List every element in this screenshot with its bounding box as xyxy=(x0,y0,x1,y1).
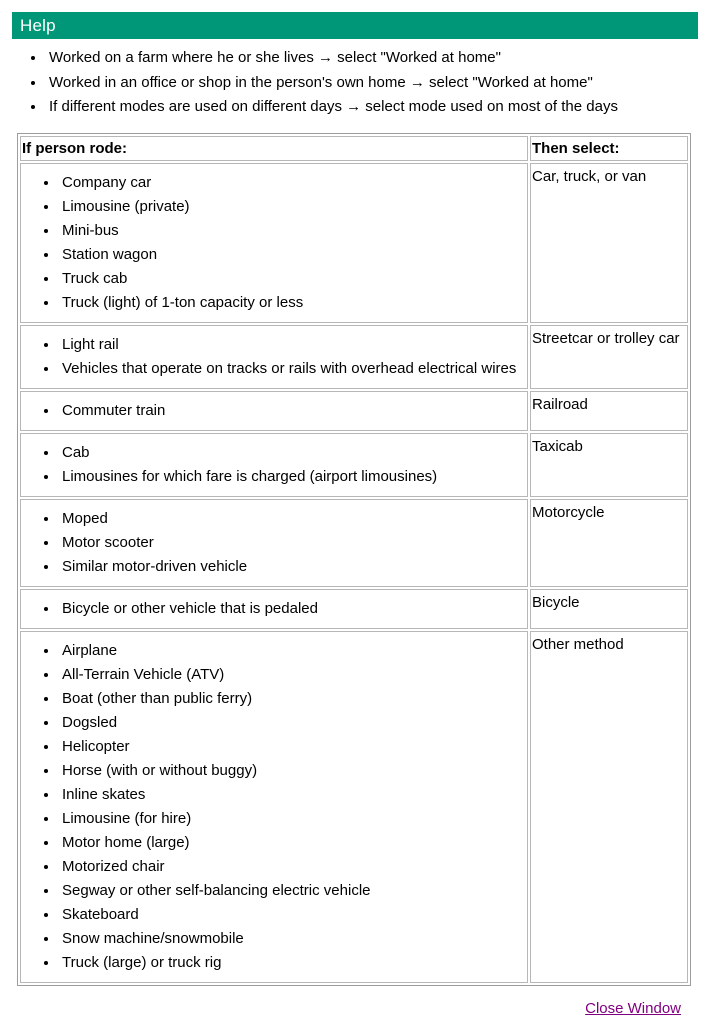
modes-cell xyxy=(20,163,528,323)
table-row xyxy=(20,589,688,629)
help-header-bar xyxy=(12,12,698,39)
close-window-link[interactable]: Close Window xyxy=(585,999,681,1017)
mode-mapping-table xyxy=(17,133,691,986)
modes-cell xyxy=(20,499,528,587)
modes-bullet-list xyxy=(22,333,526,381)
column-header-if-person-rode: If person rode: xyxy=(20,136,528,161)
modes-bullet-list xyxy=(22,171,526,315)
mode-item: • Company car xyxy=(59,171,526,195)
intro-bullet: • If different modes are used on different days → select mode used on most of the days xyxy=(46,95,698,120)
mode-item: • Limousine (private) xyxy=(59,195,526,219)
mode-item: • Horse (with or without buggy) xyxy=(59,759,526,783)
mode-item: • Cab xyxy=(59,441,526,465)
page-title: Help xyxy=(20,16,56,35)
mode-item: • Snow machine/snowmobile xyxy=(59,927,526,951)
select-cell: Taxicab xyxy=(530,433,688,497)
mode-item: • Limousines for which fare is charged (airport limousines) xyxy=(59,465,526,489)
table-row xyxy=(20,499,688,587)
mode-item: • Segway or other self-balancing electric vehicle xyxy=(59,879,526,903)
modes-bullet-list xyxy=(22,597,526,621)
footer xyxy=(12,1000,698,1017)
mode-item: • Bicycle or other vehicle that is pedaled xyxy=(59,597,526,621)
modes-cell xyxy=(20,391,528,431)
modes-bullet-list xyxy=(22,399,526,423)
table-row xyxy=(20,631,688,983)
mode-item: • Station wagon xyxy=(59,243,526,267)
mode-item: • Motor scooter xyxy=(59,531,526,555)
mode-item: • Mini-bus xyxy=(59,219,526,243)
table-header-row xyxy=(20,136,688,161)
mode-item: • Light rail xyxy=(59,333,526,357)
mode-item: • Limousine (for hire) xyxy=(59,807,526,831)
modes-cell xyxy=(20,433,528,497)
intro-bullet-list xyxy=(12,46,698,120)
mode-item: • Motorized chair xyxy=(59,855,526,879)
select-cell: Car, truck, or van xyxy=(530,163,688,323)
mode-item: • All-Terrain Vehicle (ATV) xyxy=(59,663,526,687)
select-cell: Other method xyxy=(530,631,688,983)
select-cell: Streetcar or trolley car xyxy=(530,325,688,389)
mode-item: • Airplane xyxy=(59,639,526,663)
table-row xyxy=(20,391,688,431)
modes-cell xyxy=(20,589,528,629)
modes-bullet-list xyxy=(22,441,526,489)
table-row xyxy=(20,433,688,497)
mode-item: • Commuter train xyxy=(59,399,526,423)
modes-bullet-list xyxy=(22,507,526,579)
mode-item: • Dogsled xyxy=(59,711,526,735)
column-header-then-select: Then select: xyxy=(530,136,688,161)
select-cell: Motorcycle xyxy=(530,499,688,587)
mode-item: • Truck (large) or truck rig xyxy=(59,951,526,975)
table-row xyxy=(20,325,688,389)
select-cell: Bicycle xyxy=(530,589,688,629)
modes-cell xyxy=(20,631,528,983)
modes-cell xyxy=(20,325,528,389)
modes-bullet-list xyxy=(22,639,526,975)
mode-item: • Skateboard xyxy=(59,903,526,927)
select-cell: Railroad xyxy=(530,391,688,431)
mode-item: • Moped xyxy=(59,507,526,531)
intro-bullet: • Worked on a farm where he or she lives → select "Worked at home" xyxy=(46,46,698,71)
mode-item: • Helicopter xyxy=(59,735,526,759)
mode-item: • Truck cab xyxy=(59,267,526,291)
mode-item: • Boat (other than public ferry) xyxy=(59,687,526,711)
mode-item: • Truck (light) of 1-ton capacity or less xyxy=(59,291,526,315)
table-row xyxy=(20,163,688,323)
intro-bullet: • Worked in an office or shop in the person's own home → select "Worked at home" xyxy=(46,71,698,96)
mode-item: • Motor home (large) xyxy=(59,831,526,855)
mode-item: • Vehicles that operate on tracks or rails with overhead electrical wires xyxy=(59,357,526,381)
mode-item: • Similar motor-driven vehicle xyxy=(59,555,526,579)
mode-item: • Inline skates xyxy=(59,783,526,807)
